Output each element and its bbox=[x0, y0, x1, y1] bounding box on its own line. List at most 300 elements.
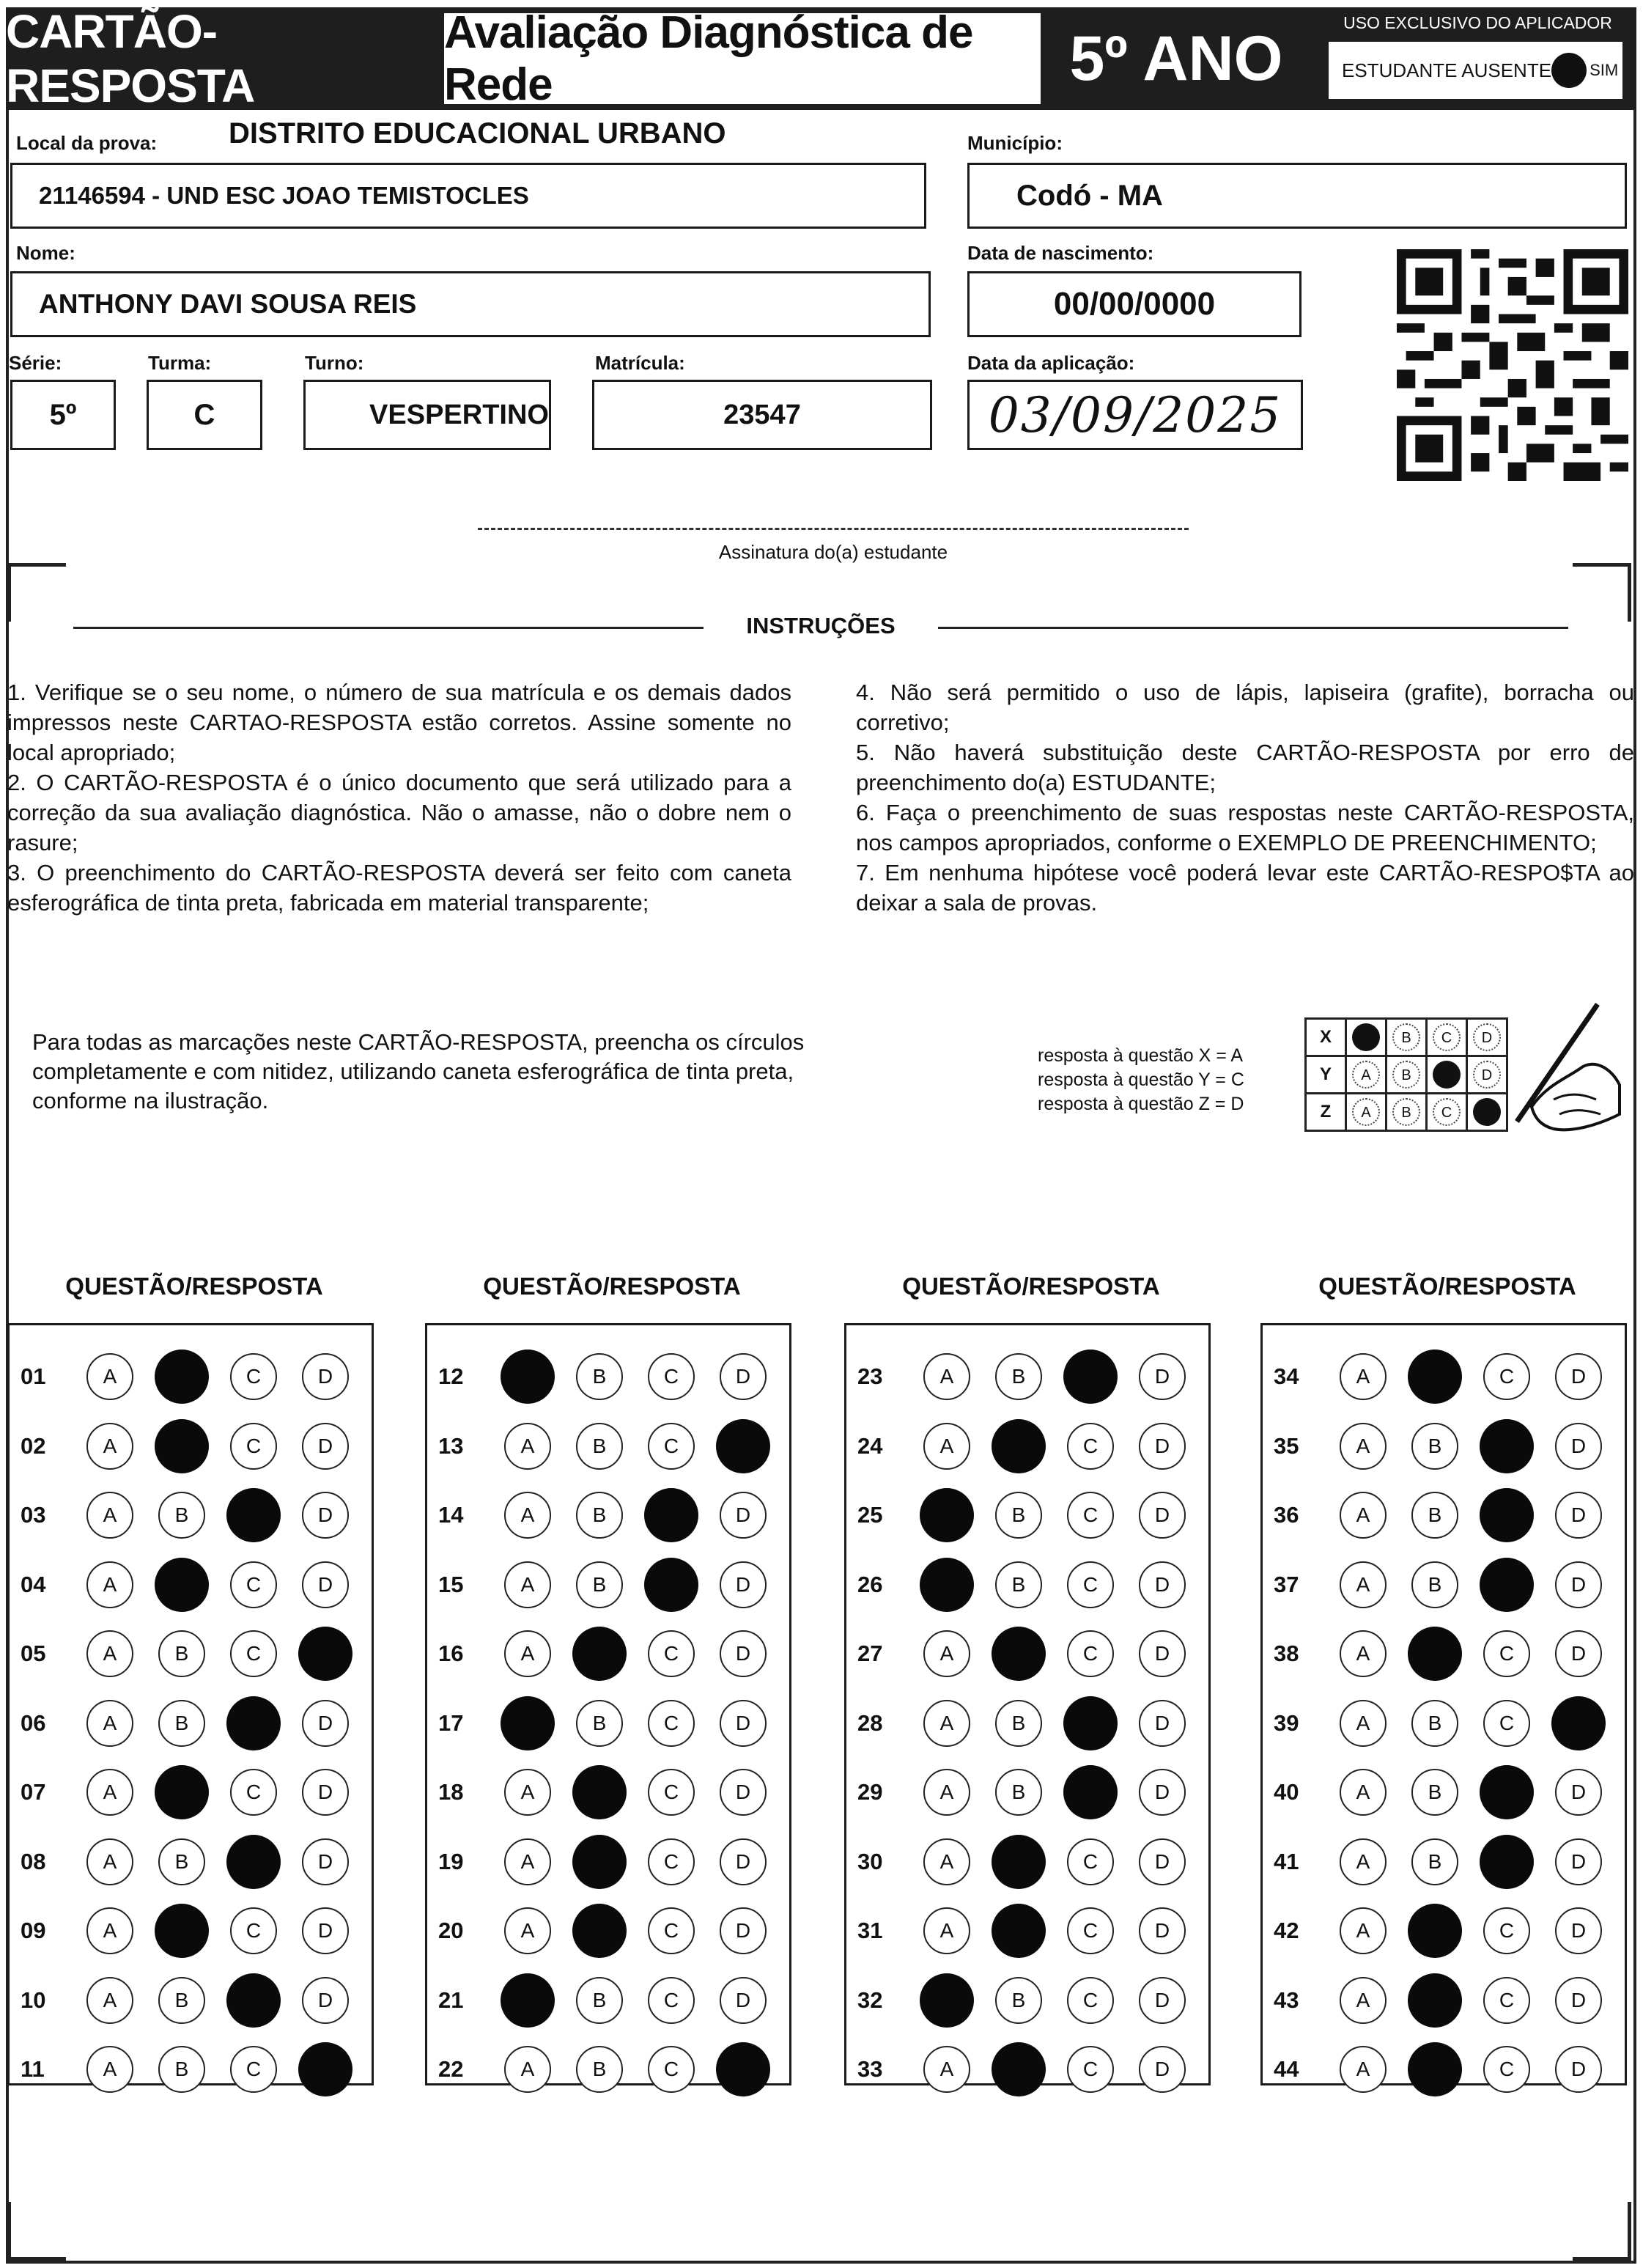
question-number: 26 bbox=[857, 1571, 883, 1597]
question-number: 42 bbox=[1274, 1918, 1299, 1943]
answer-bubble-a[interactable]: A bbox=[1340, 1353, 1387, 1400]
instruction-item: 7. Em nenhuma hipótese você poderá levar este CARTÃO-RESPO$TA ao deixar a sala de provas. bbox=[856, 860, 1634, 916]
answer-bubble-a[interactable]: A bbox=[86, 1700, 133, 1747]
answer-bubble-a[interactable]: A bbox=[923, 1700, 970, 1747]
answer-bubble-b[interactable]: B bbox=[995, 1977, 1042, 2024]
corner-mark bbox=[1628, 563, 1631, 622]
example-row bbox=[1306, 1094, 1507, 1131]
answer-bubble-d[interactable]: D bbox=[1555, 2046, 1602, 2093]
example-cell bbox=[1467, 1019, 1507, 1056]
example-table bbox=[1304, 1017, 1508, 1132]
answer-bubble-a[interactable]: A bbox=[504, 1561, 551, 1608]
answer-bubble-d[interactable]: D bbox=[1139, 1561, 1186, 1608]
nascimento-value: 00/00/0000 bbox=[1053, 286, 1216, 322]
answer-bubble-b[interactable]: B bbox=[995, 1353, 1042, 1400]
municipio-label: Município: bbox=[967, 132, 1063, 154]
question-number: 19 bbox=[438, 1848, 464, 1874]
answer-bubble-c-filled[interactable] bbox=[644, 1558, 698, 1612]
answer-bubble-a[interactable]: A bbox=[1340, 1492, 1387, 1539]
answer-bubble-d[interactable]: D bbox=[720, 1769, 767, 1816]
answer-bubble-a[interactable]: A bbox=[504, 1423, 551, 1470]
answer-bubble-a[interactable]: A bbox=[923, 1353, 970, 1400]
answer-bubble-b[interactable]: B bbox=[995, 1769, 1042, 1816]
serie-value: 5º bbox=[49, 398, 77, 431]
answer-bubble-b-filled[interactable] bbox=[155, 1765, 209, 1819]
answer-bubble-a[interactable]: A bbox=[504, 1630, 551, 1677]
answer-bubble-d[interactable]: D bbox=[302, 1423, 349, 1470]
answer-bubble-c-filled[interactable] bbox=[1063, 1765, 1118, 1819]
example-legend-item: resposta à questão Y = C bbox=[1038, 1069, 1244, 1090]
nascimento-field bbox=[967, 271, 1302, 337]
answer-bubble-d[interactable]: D bbox=[720, 1700, 767, 1747]
question-number: 12 bbox=[438, 1363, 464, 1389]
answer-bubble-c[interactable]: C bbox=[1067, 1423, 1114, 1470]
answer-bubble-d[interactable]: D bbox=[720, 1630, 767, 1677]
question-number: 02 bbox=[21, 1432, 46, 1459]
answer-bubble-b-filled[interactable] bbox=[155, 1419, 209, 1473]
answer-bubble-c[interactable]: C bbox=[230, 1423, 277, 1470]
aplicacao-label: Data da aplicação: bbox=[967, 352, 1135, 374]
answer-bubble-d[interactable]: D bbox=[720, 1353, 767, 1400]
instruction-item: 2. O CARTÃO-RESPOSTA é o único documento que será utilizado para a correção da sua avaliação diagnóstica. Não o amasse, não o dobre nem o rasure; bbox=[7, 770, 791, 855]
matricula-value: 23547 bbox=[723, 399, 801, 430]
answer-bubble-d[interactable]: D bbox=[720, 1838, 767, 1885]
answer-bubble-c[interactable]: C bbox=[230, 1907, 277, 1954]
corner-mark bbox=[1573, 2257, 1631, 2261]
answer-bubble-d-filled[interactable] bbox=[716, 2042, 770, 2096]
answer-bubble-a[interactable]: A bbox=[86, 1977, 133, 2024]
grade-label: 5º ANO bbox=[1069, 23, 1283, 94]
answer-bubble-a-filled[interactable] bbox=[920, 1558, 974, 1612]
answer-bubble-b-filled[interactable] bbox=[1408, 1973, 1462, 2028]
answer-bubble-c[interactable]: C bbox=[230, 1769, 277, 1816]
answer-bubble-d-filled[interactable] bbox=[716, 1419, 770, 1473]
answer-bubble-b-filled[interactable] bbox=[992, 1835, 1046, 1889]
answer-bubble-c[interactable]: C bbox=[648, 2046, 695, 2093]
answer-bubble-d-filled[interactable] bbox=[298, 1627, 352, 1681]
answer-bubble-d[interactable]: D bbox=[1555, 1769, 1602, 1816]
answer-bubble-b-filled[interactable] bbox=[992, 1627, 1046, 1681]
nascimento-label: Data de nascimento: bbox=[967, 242, 1154, 264]
answer-bubble-d[interactable]: D bbox=[1555, 1838, 1602, 1885]
card-title: CARTÃO-RESPOSTA bbox=[6, 5, 255, 112]
turno-label: Turno: bbox=[305, 352, 364, 374]
instruction-item: 6. Faça o preenchimento de suas respostas neste CARTÃO-RESPOSTA, nos campos apropriados, conforme o EXEMPLO DE PREENCHIMENTO; bbox=[856, 800, 1634, 855]
answer-bubble-c-filled[interactable] bbox=[226, 1696, 281, 1750]
answer-bubble-d[interactable]: D bbox=[1139, 1353, 1186, 1400]
answer-bubble-b[interactable]: B bbox=[158, 1700, 205, 1747]
answer-bubble-c[interactable]: C bbox=[1483, 1630, 1530, 1677]
answer-bubble-b[interactable]: B bbox=[158, 1977, 205, 2024]
question-number: 33 bbox=[857, 2056, 883, 2082]
answer-bubble-c[interactable]: C bbox=[1483, 1353, 1530, 1400]
answer-bubble-b[interactable]: B bbox=[576, 1700, 623, 1747]
answer-bubble-b[interactable]: B bbox=[1411, 1700, 1458, 1747]
answer-bubble-c[interactable]: C bbox=[230, 2046, 277, 2093]
question-number: 07 bbox=[21, 1779, 46, 1805]
instructions-left bbox=[7, 677, 791, 918]
answer-bubble-a[interactable]: A bbox=[86, 1907, 133, 1954]
answer-bubble-d[interactable]: D bbox=[720, 1907, 767, 1954]
answer-bubble-b[interactable]: B bbox=[576, 1561, 623, 1608]
example-cell bbox=[1427, 1056, 1467, 1094]
answer-bubble-d[interactable]: D bbox=[720, 1977, 767, 2024]
answer-bubble-d[interactable]: D bbox=[1555, 1423, 1602, 1470]
answer-bubble-a-filled[interactable] bbox=[920, 1973, 974, 2028]
instructions-title: INSTRUÇÕES bbox=[746, 613, 896, 638]
answer-bubble-c[interactable]: C bbox=[1483, 1977, 1530, 2024]
answer-bubble-c[interactable]: C bbox=[648, 1907, 695, 1954]
instruction-item: 1. Verifique se o seu nome, o número de sua matrícula e os demais dados impressos neste CARTAO-RESPOSTA estão corretos. Assine somente no local apropriado; bbox=[7, 680, 791, 765]
question-number: 08 bbox=[21, 1848, 46, 1874]
question-number: 32 bbox=[857, 1987, 883, 2013]
answer-bubble-b[interactable]: B bbox=[576, 2046, 623, 2093]
answer-bubble-b[interactable]: B bbox=[158, 1492, 205, 1539]
example-row bbox=[1306, 1056, 1507, 1094]
corner-mark bbox=[7, 2202, 11, 2261]
aplicacao-field bbox=[967, 380, 1303, 450]
answer-bubble-a-filled[interactable] bbox=[501, 1973, 555, 2028]
answer-bubble-d[interactable]: D bbox=[1139, 1700, 1186, 1747]
question-number: 37 bbox=[1274, 1571, 1299, 1597]
question-number: 10 bbox=[21, 1987, 46, 2013]
pen-hand-illustration bbox=[1502, 997, 1627, 1144]
example-bubble: C bbox=[1433, 1023, 1461, 1051]
serie-field bbox=[10, 380, 116, 450]
nome-label: Nome: bbox=[16, 242, 75, 264]
answer-bubble-b[interactable]: B bbox=[995, 1492, 1042, 1539]
example-cell bbox=[1346, 1056, 1387, 1094]
answer-bubble-a[interactable]: A bbox=[504, 1907, 551, 1954]
answer-bubble-b[interactable]: B bbox=[995, 1700, 1042, 1747]
corner-mark bbox=[7, 2257, 66, 2261]
question-number: 11 bbox=[21, 2056, 45, 2082]
answer-column-header: QUESTÃO/RESPOSTA bbox=[1318, 1273, 1576, 1300]
answer-column-header: QUESTÃO/RESPOSTA bbox=[483, 1273, 741, 1300]
question-number: 14 bbox=[438, 1502, 464, 1528]
answer-bubble-c[interactable]: C bbox=[648, 1977, 695, 2024]
turma-label: Turma: bbox=[148, 352, 212, 374]
answer-bubble-a[interactable]: A bbox=[86, 1423, 133, 1470]
answer-bubble-d[interactable]: D bbox=[302, 1492, 349, 1539]
answer-bubble-d[interactable]: D bbox=[1139, 2046, 1186, 2093]
answer-column-header: QUESTÃO/RESPOSTA bbox=[65, 1273, 323, 1300]
answer-bubble-a[interactable]: A bbox=[504, 1492, 551, 1539]
answer-bubble-d[interactable]: D bbox=[1555, 1492, 1602, 1539]
answer-bubble-a[interactable]: A bbox=[923, 1907, 970, 1954]
answer-bubble-d[interactable]: D bbox=[1555, 1353, 1602, 1400]
fill-instructions: Para todas as marcações neste CARTÃO-RESPOSTA, preencha os círculos completamente e com nitidez, utilizando caneta esferográfica de tinta preta, conforme na ilustração. bbox=[32, 1029, 805, 1113]
nome-field bbox=[10, 271, 931, 337]
question-number: 01 bbox=[21, 1363, 46, 1389]
municipio-field bbox=[967, 163, 1627, 229]
answer-bubble-d-filled[interactable] bbox=[1551, 1696, 1606, 1750]
answer-bubble-d[interactable]: D bbox=[302, 1769, 349, 1816]
example-bubble bbox=[1433, 1061, 1461, 1089]
answer-bubble-a-filled[interactable] bbox=[501, 1696, 555, 1750]
answer-bubble-b[interactable]: B bbox=[995, 1561, 1042, 1608]
answer-bubble-b-filled[interactable] bbox=[572, 1627, 627, 1681]
answer-bubble-a[interactable]: A bbox=[1340, 1907, 1387, 1954]
answer-bubble-a[interactable]: A bbox=[1340, 2046, 1387, 2093]
answer-bubble-a[interactable]: A bbox=[923, 1630, 970, 1677]
example-row-label: X bbox=[1306, 1019, 1346, 1056]
answer-bubble-a[interactable]: A bbox=[86, 1561, 133, 1608]
answer-bubble-b-filled[interactable] bbox=[155, 1350, 209, 1404]
question-number: 36 bbox=[1274, 1502, 1299, 1528]
answer-bubble-a[interactable]: A bbox=[923, 1423, 970, 1470]
answer-bubble-b[interactable]: B bbox=[1411, 1838, 1458, 1885]
example-bubble: D bbox=[1473, 1061, 1501, 1089]
exam-title: Avaliação Diagnóstica de Rede bbox=[444, 13, 1041, 104]
question-number: 15 bbox=[438, 1571, 464, 1597]
answer-bubble-b-filled[interactable] bbox=[992, 1904, 1046, 1958]
example-row-label: Z bbox=[1306, 1094, 1346, 1131]
answer-bubble-a[interactable]: A bbox=[1340, 1769, 1387, 1816]
answer-column-header: QUESTÃO/RESPOSTA bbox=[902, 1273, 1160, 1300]
question-number: 16 bbox=[438, 1641, 464, 1666]
answer-bubble-c-filled[interactable] bbox=[1480, 1419, 1534, 1473]
absent-bubble[interactable] bbox=[1551, 53, 1587, 88]
example-legend bbox=[1038, 1044, 1244, 1116]
answer-bubble-a[interactable]: A bbox=[86, 1492, 133, 1539]
answer-bubble-c[interactable]: C bbox=[1483, 1700, 1530, 1747]
answer-bubble-a-filled[interactable] bbox=[501, 1350, 555, 1404]
question-number: 17 bbox=[438, 1709, 464, 1736]
question-number: 31 bbox=[857, 1918, 883, 1943]
answer-bubble-a[interactable]: A bbox=[86, 1353, 133, 1400]
answer-bubble-d[interactable]: D bbox=[1139, 1838, 1186, 1885]
answer-bubble-b-filled[interactable] bbox=[1408, 1627, 1462, 1681]
absent-yes-label: SIM bbox=[1590, 61, 1619, 79]
answer-bubble-b[interactable]: B bbox=[1411, 1423, 1458, 1470]
answer-bubble-c[interactable]: C bbox=[648, 1423, 695, 1470]
answer-bubble-a[interactable]: A bbox=[923, 1838, 970, 1885]
applicator-title: USO EXCLUSIVO DO APLICADOR bbox=[1343, 13, 1612, 32]
answer-bubble-a-filled[interactable] bbox=[920, 1488, 974, 1542]
answer-bubble-d[interactable]: D bbox=[302, 1700, 349, 1747]
example-bubble: A bbox=[1352, 1061, 1380, 1089]
answer-bubble-a[interactable]: A bbox=[86, 1838, 133, 1885]
answer-bubble-c[interactable]: C bbox=[648, 1769, 695, 1816]
answer-bubble-c-filled[interactable] bbox=[226, 1973, 281, 2028]
answer-bubble-b[interactable]: B bbox=[1411, 1769, 1458, 1816]
qr-code bbox=[1397, 249, 1628, 481]
signature-line[interactable] bbox=[478, 528, 1189, 530]
answer-bubble-b[interactable]: B bbox=[1411, 1492, 1458, 1539]
answer-bubble-d[interactable]: D bbox=[720, 1492, 767, 1539]
answer-bubble-c[interactable]: C bbox=[1483, 1907, 1530, 1954]
divider bbox=[938, 627, 1568, 629]
question-number: 05 bbox=[21, 1641, 46, 1666]
absent-field[interactable] bbox=[1326, 40, 1625, 101]
answer-bubble-b[interactable]: B bbox=[576, 1423, 623, 1470]
answer-bubble-c[interactable]: C bbox=[648, 1353, 695, 1400]
answer-bubble-c[interactable]: C bbox=[230, 1561, 277, 1608]
question-number: 20 bbox=[438, 1918, 464, 1943]
instructions-right bbox=[856, 677, 1634, 918]
example-cell bbox=[1467, 1056, 1507, 1094]
turma-field bbox=[147, 380, 262, 450]
answer-bubble-c-filled[interactable] bbox=[1480, 1835, 1534, 1889]
answer-bubble-c[interactable]: C bbox=[1067, 1492, 1114, 1539]
question-number: 09 bbox=[21, 1918, 46, 1943]
example-cell bbox=[1346, 1094, 1387, 1131]
answer-bubble-c[interactable]: C bbox=[1067, 1561, 1114, 1608]
question-number: 30 bbox=[857, 1848, 883, 1874]
answer-bubble-c-filled[interactable] bbox=[226, 1835, 281, 1889]
example-cell bbox=[1387, 1094, 1427, 1131]
answer-bubble-b-filled[interactable] bbox=[1408, 2042, 1462, 2096]
answer-bubble-c-filled[interactable] bbox=[644, 1488, 698, 1542]
district-name: DISTRITO EDUCACIONAL URBANO bbox=[229, 117, 726, 150]
question-number: 24 bbox=[857, 1432, 883, 1459]
answer-bubble-b-filled[interactable] bbox=[572, 1904, 627, 1958]
answer-bubble-c-filled[interactable] bbox=[1480, 1558, 1534, 1612]
answer-bubble-d[interactable]: D bbox=[302, 1353, 349, 1400]
applicator-box bbox=[1319, 7, 1636, 110]
answer-bubble-a[interactable]: A bbox=[1340, 1977, 1387, 2024]
answer-bubble-c-filled[interactable] bbox=[226, 1488, 281, 1542]
answer-bubble-c-filled[interactable] bbox=[1480, 1488, 1534, 1542]
question-number: 40 bbox=[1274, 1779, 1299, 1805]
answer-bubble-c[interactable]: C bbox=[1067, 1977, 1114, 2024]
answer-bubble-c[interactable]: C bbox=[648, 1838, 695, 1885]
example-bubble: C bbox=[1433, 1098, 1461, 1126]
answer-bubble-a[interactable]: A bbox=[923, 1769, 970, 1816]
answer-bubble-d[interactable]: D bbox=[1139, 1977, 1186, 2024]
answer-bubble-a[interactable]: A bbox=[923, 2046, 970, 2093]
answer-bubble-a[interactable]: A bbox=[1340, 1561, 1387, 1608]
example-bubble bbox=[1473, 1098, 1501, 1126]
absent-label: ESTUDANTE AUSENTE bbox=[1342, 59, 1552, 81]
matricula-field bbox=[592, 380, 932, 450]
answer-bubble-d[interactable]: D bbox=[1555, 1977, 1602, 2024]
answer-bubble-b-filled[interactable] bbox=[155, 1904, 209, 1958]
answer-bubble-b-filled[interactable] bbox=[572, 1765, 627, 1819]
answer-bubble-b-filled[interactable] bbox=[572, 1835, 627, 1889]
answer-bubble-a[interactable]: A bbox=[86, 1769, 133, 1816]
answer-bubble-c[interactable]: C bbox=[1067, 2046, 1114, 2093]
local-value: 21146594 - UND ESC JOAO TEMISTOCLES bbox=[39, 182, 529, 209]
answer-bubble-d[interactable]: D bbox=[1139, 1769, 1186, 1816]
example-cell bbox=[1467, 1094, 1507, 1131]
aplicacao-value: 03/09/2025 bbox=[988, 386, 1282, 443]
question-number: 39 bbox=[1274, 1709, 1299, 1736]
answer-bubble-b[interactable]: B bbox=[576, 1977, 623, 2024]
answer-bubble-d[interactable]: D bbox=[1555, 1630, 1602, 1677]
corner-mark bbox=[7, 563, 66, 567]
answer-bubble-c[interactable]: C bbox=[1067, 1838, 1114, 1885]
answer-bubble-a[interactable]: A bbox=[1340, 1700, 1387, 1747]
answer-bubble-d[interactable]: D bbox=[720, 1561, 767, 1608]
divider bbox=[73, 627, 704, 629]
answer-bubble-b[interactable]: B bbox=[1411, 1561, 1458, 1608]
local-label: Local da prova: bbox=[16, 132, 158, 154]
example-cell bbox=[1427, 1019, 1467, 1056]
answer-bubble-b[interactable]: B bbox=[158, 2046, 205, 2093]
example-legend-item: resposta à questão X = A bbox=[1038, 1045, 1244, 1066]
answer-bubble-c[interactable]: C bbox=[648, 1630, 695, 1677]
question-number: 35 bbox=[1274, 1432, 1299, 1459]
answer-bubble-b-filled[interactable] bbox=[155, 1558, 209, 1612]
answer-bubble-c[interactable]: C bbox=[1067, 1907, 1114, 1954]
question-number: 22 bbox=[438, 2056, 464, 2082]
answer-bubble-b[interactable]: B bbox=[158, 1838, 205, 1885]
example-bubble: A bbox=[1352, 1098, 1380, 1126]
example-cell bbox=[1387, 1056, 1427, 1094]
answer-bubble-a[interactable]: A bbox=[1340, 1630, 1387, 1677]
example-cell bbox=[1427, 1094, 1467, 1131]
corner-mark bbox=[7, 563, 11, 622]
answer-bubble-d[interactable]: D bbox=[1139, 1907, 1186, 1954]
instruction-item: 5. Não haverá substituição deste CARTÃO-RESPOSTA por erro de preenchimento do(a) ESTUDANTE; bbox=[856, 740, 1634, 795]
answer-bubble-d[interactable]: D bbox=[1555, 1561, 1602, 1608]
answer-bubble-d[interactable]: D bbox=[302, 1561, 349, 1608]
nome-value: ANTHONY DAVI SOUSA REIS bbox=[39, 289, 417, 319]
answer-bubble-c-filled[interactable] bbox=[1480, 1765, 1534, 1819]
answer-bubble-b-filled[interactable] bbox=[1408, 1350, 1462, 1404]
question-number: 27 bbox=[857, 1641, 883, 1666]
answer-bubble-d[interactable]: D bbox=[1139, 1423, 1186, 1470]
answer-bubble-d[interactable]: D bbox=[1139, 1492, 1186, 1539]
question-number: 29 bbox=[857, 1779, 883, 1805]
answer-bubble-d[interactable]: D bbox=[1555, 1907, 1602, 1954]
answer-bubble-a[interactable]: A bbox=[1340, 1838, 1387, 1885]
question-number: 03 bbox=[21, 1502, 46, 1528]
answer-bubble-d-filled[interactable] bbox=[298, 2042, 352, 2096]
question-number: 38 bbox=[1274, 1641, 1299, 1666]
instruction-item: 3. O preenchimento do CARTÃO-RESPOSTA deverá ser feito com caneta esferográfica de tinta preta, fabricada em material transparente; bbox=[7, 860, 791, 916]
example-bubble bbox=[1352, 1023, 1380, 1051]
answer-bubble-b-filled[interactable] bbox=[1408, 1904, 1462, 1958]
answer-bubble-a[interactable]: A bbox=[86, 2046, 133, 2093]
question-number: 43 bbox=[1274, 1987, 1299, 2013]
answer-bubble-c[interactable]: C bbox=[230, 1353, 277, 1400]
answer-bubble-b[interactable]: B bbox=[576, 1492, 623, 1539]
answer-bubble-a[interactable]: A bbox=[504, 1838, 551, 1885]
answer-bubble-c[interactable]: C bbox=[648, 1700, 695, 1747]
answer-bubble-c-filled[interactable] bbox=[1063, 1696, 1118, 1750]
answer-bubble-c[interactable]: C bbox=[1483, 2046, 1530, 2093]
question-number: 25 bbox=[857, 1502, 883, 1528]
example-cell bbox=[1387, 1019, 1427, 1056]
answer-bubble-a[interactable]: A bbox=[504, 1769, 551, 1816]
answer-bubble-b-filled[interactable] bbox=[992, 1419, 1046, 1473]
instruction-item: 4. Não será permitido o uso de lápis, lapiseira (grafite), borracha ou corretivo; bbox=[856, 680, 1634, 735]
answer-bubble-a[interactable]: A bbox=[504, 2046, 551, 2093]
answer-bubble-a[interactable]: A bbox=[1340, 1423, 1387, 1470]
example-row bbox=[1306, 1019, 1507, 1056]
answer-bubble-a[interactable]: A bbox=[86, 1630, 133, 1677]
answer-bubble-d[interactable]: D bbox=[302, 1907, 349, 1954]
corner-mark bbox=[1628, 2202, 1631, 2261]
example-legend-item: resposta à questão Z = D bbox=[1038, 1094, 1244, 1114]
answer-bubble-c-filled[interactable] bbox=[1063, 1350, 1118, 1404]
answer-bubble-b[interactable]: B bbox=[158, 1630, 205, 1677]
question-number: 34 bbox=[1274, 1363, 1299, 1389]
answer-bubble-b[interactable]: B bbox=[576, 1353, 623, 1400]
example-cell bbox=[1346, 1019, 1387, 1056]
answer-bubble-c[interactable]: C bbox=[230, 1630, 277, 1677]
turno-value: VESPERTINO bbox=[369, 399, 549, 430]
answer-bubble-d[interactable]: D bbox=[302, 1838, 349, 1885]
answer-bubble-d[interactable]: D bbox=[302, 1977, 349, 2024]
answer-bubble-d[interactable]: D bbox=[1139, 1630, 1186, 1677]
municipio-value: Codó - MA bbox=[1016, 179, 1163, 212]
answer-bubble-c[interactable]: C bbox=[1067, 1630, 1114, 1677]
answer-bubble-b-filled[interactable] bbox=[992, 2042, 1046, 2096]
